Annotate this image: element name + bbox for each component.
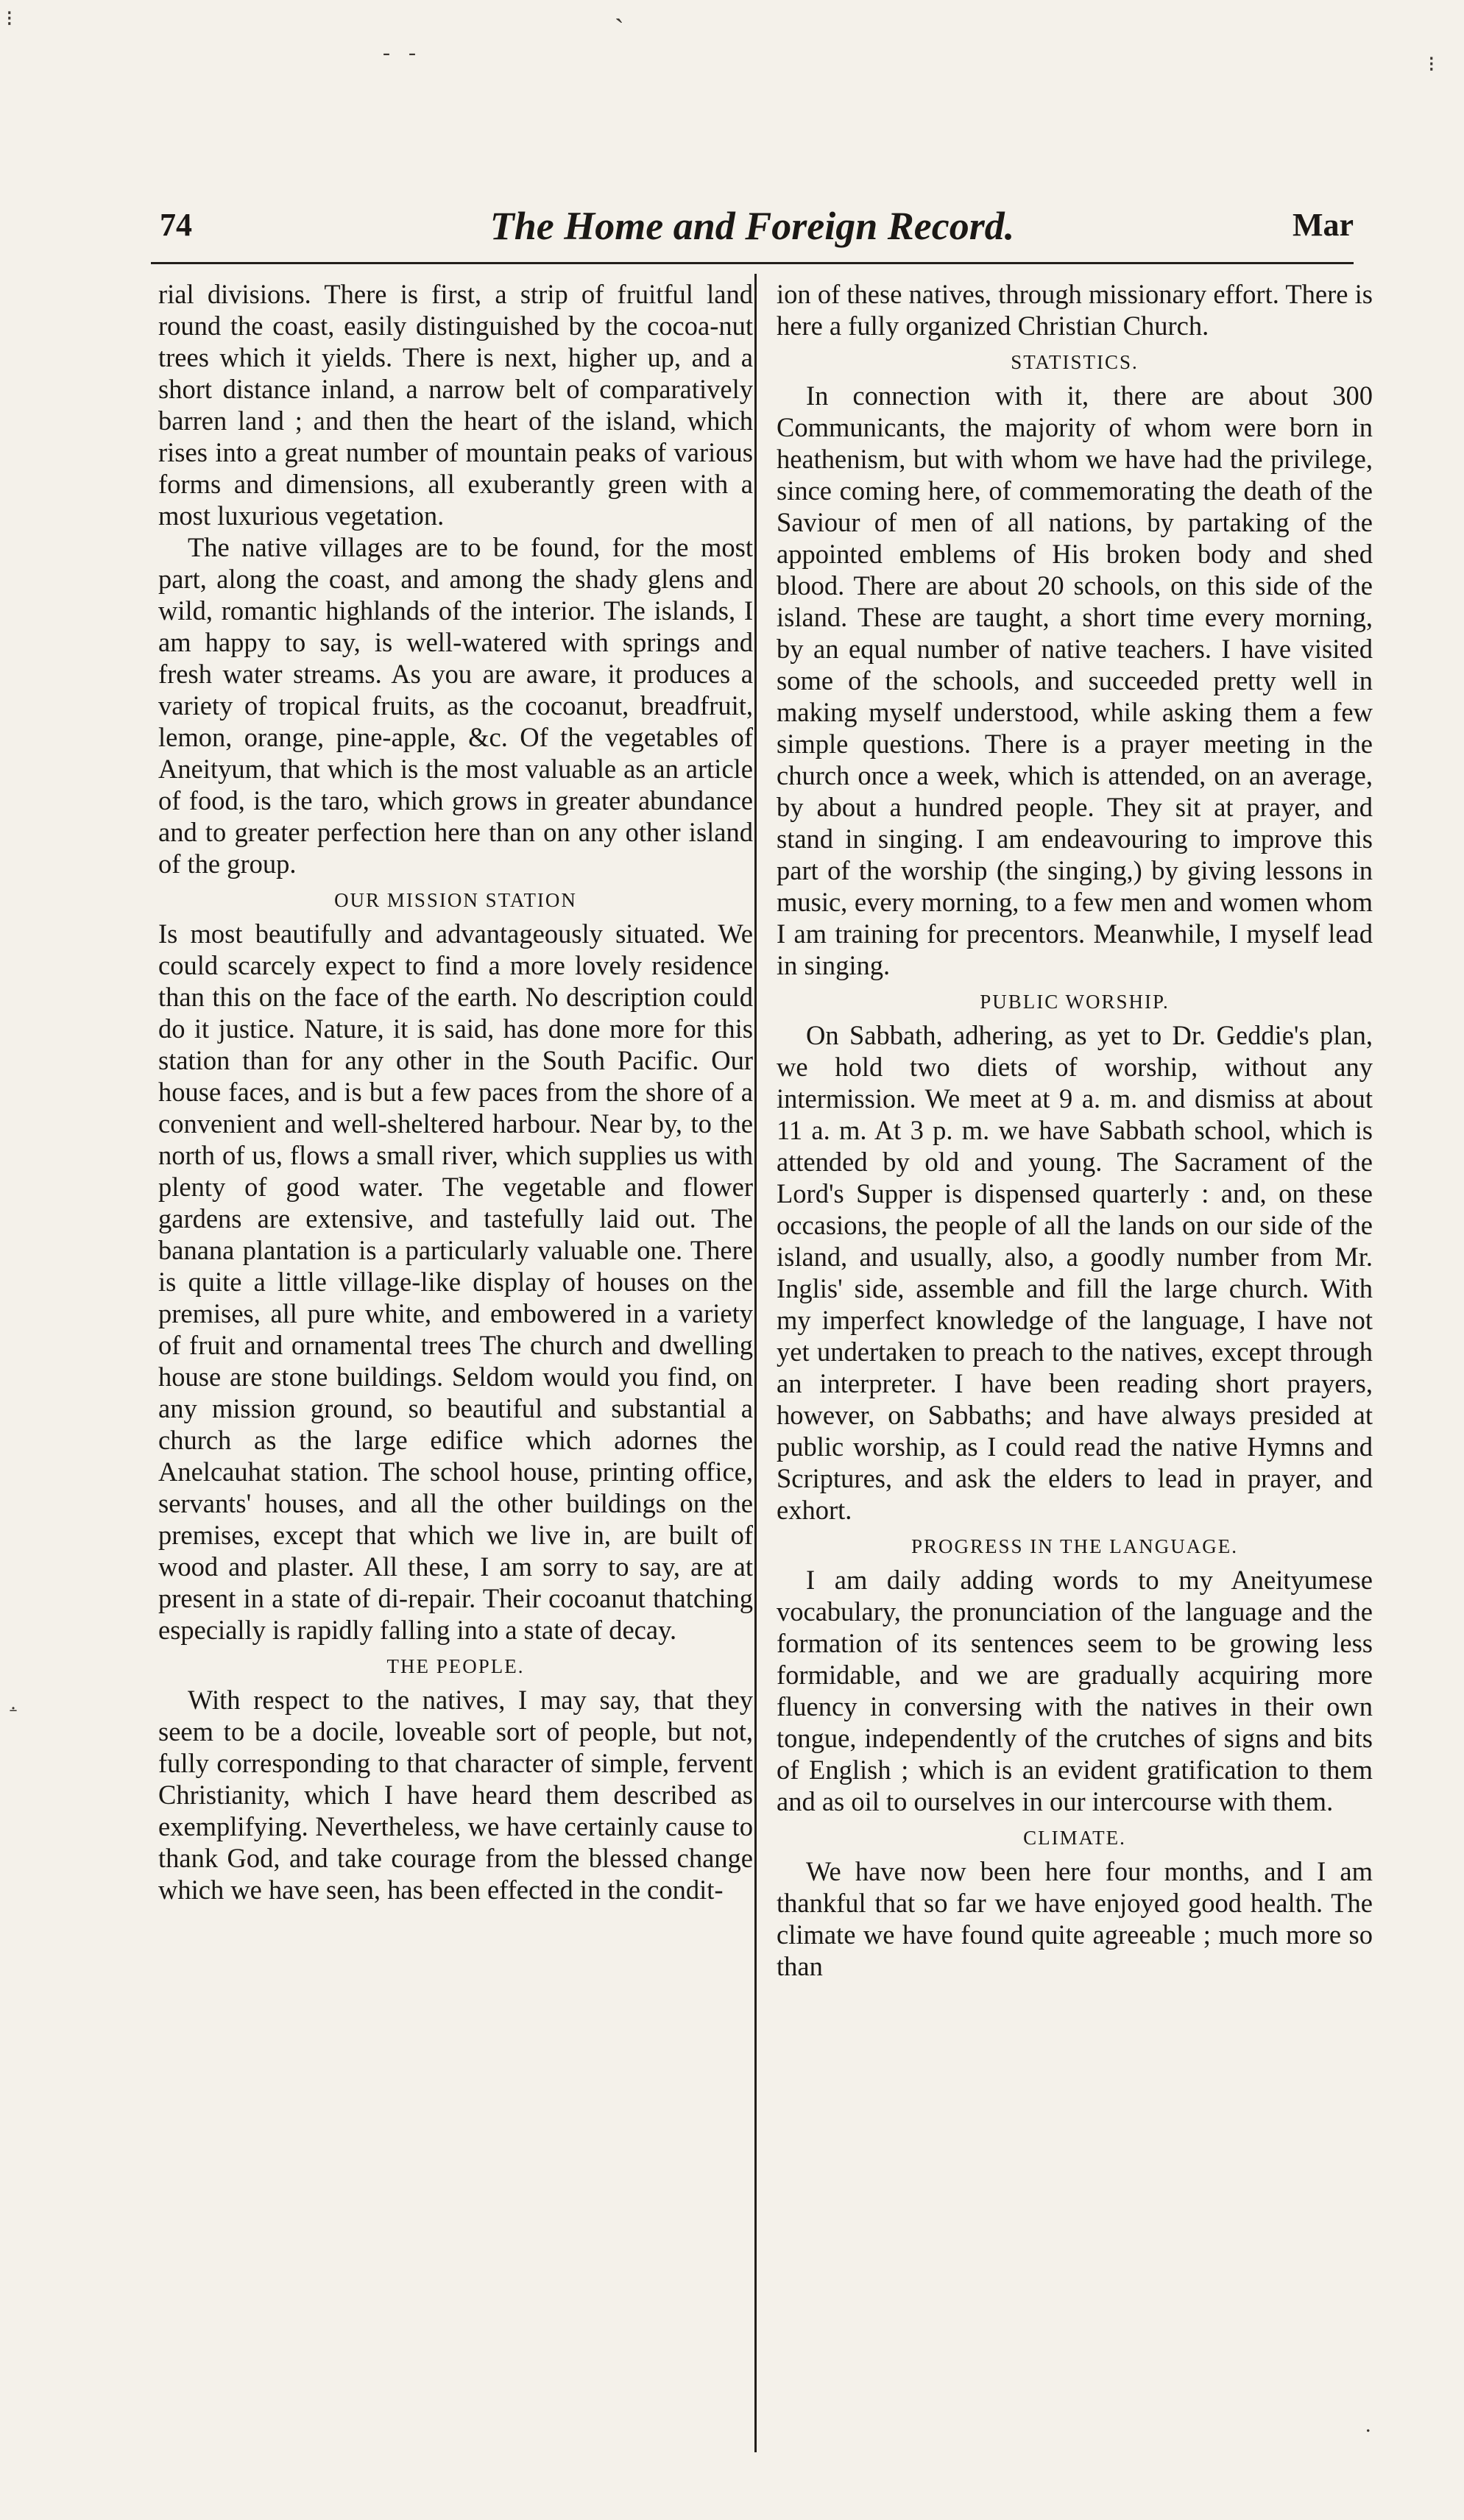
header-month: Mar — [1292, 207, 1354, 243]
right-column — [777, 278, 1373, 1982]
paragraph: ion of these natives, through missionary effort. There is here a fully organized Christian Church. — [777, 279, 1373, 341]
left-column — [158, 278, 753, 1905]
header-rule — [151, 262, 1354, 264]
paragraph: In connection with it, there are about 300 Communicants, the majority of whom were born in heathenism, but with whom we have had the privilege, since coming here, of commemorating the death of the Saviour of men of all nations, by partaking of the appointed emblems of His broken body and shed blood. There are about 20 schools, on this side of the island. These are taught, a short time every morning, by an equal number of native teachers. I have visited some of the schools, and succeeded pretty well in making myself understood, while asking them a few simple questions. There is a prayer meeting in the church once a week, which is attended, on an average, by about a hundred people. They sit at prayer, and stand in singing. I am endeavouring to improve this part of the worship (the singing,) by giving lessons in music, every morning, to a few men and women whom I am training for precentors. Meanwhile, I myself lead in singing. — [777, 381, 1373, 980]
column-divider — [754, 274, 757, 2452]
section-heading: PROGRESS IN THE LANGUAGE. — [910, 1535, 1239, 1557]
margin-mark: . — [1365, 2413, 1371, 2437]
paragraph: Is most beautifully and advantageously situated. We could scarcely expect to find a more lovely residence than this on the face of the earth. No description could do it justice. Nature, it is said, has done more for this station than for any other in the South Pacific. Our house faces, and is but a few paces from the shore of a convenient and well-sheltered harbour. Near by, to the north of us, flows a small river, which supplies us with plenty of good water. The vegetable and flower gardens are extensive, and tastefully laid out. The banana plantation is a particularly valuable one. There is quite a little village-like display of houses on the premises, all pure white, and embowered in a variety of fruit and ornamental trees The church and dwelling house are stone buildings. Seldom would you find, on any mission ground, so beautiful and substantial a church as the large edifice which adornes the Anelcauhat station. The school house, printing office, servants' houses, and all the other buildings on the premises, except that which we live in, are built of wood and plaster. All these, I am sorry to say, are at present in a state of di-repair. Their cocoanut thatching especially is rapidly falling into a state of decay. — [158, 919, 753, 1645]
margin-mark: ⁝ — [1428, 52, 1435, 77]
section-heading: STATISTICS. — [1011, 351, 1139, 373]
margin-mark: - — [383, 40, 390, 65]
section-heading: PUBLIC WORSHIP. — [980, 991, 1170, 1013]
journal-title: The Home and Foreign Record. — [489, 204, 1015, 248]
section-heading: CLIMATE. — [1023, 1827, 1126, 1849]
section-heading: THE PEOPLE. — [386, 1655, 525, 1677]
page-number: 74 — [160, 207, 192, 243]
paragraph: I am daily adding words to my Aneityumese vocabulary, the pronunciation of the language and the formation of its sentences seem to be growing less formidable, and we are gradually acquiring more fluency in conversing with the natives in their own tongue, independently of the crutches of signs and bits of English ; which is an evident gratification to them and as oil to ourselves in our intercourse with them. — [777, 1565, 1373, 1816]
margin-mark: ⁝ — [6, 7, 13, 31]
margin-mark: - — [409, 40, 416, 65]
paragraph: With respect to the natives, I may say, that they seem to be a docile, loveable sort of people, but not, fully corresponding to that character of simple, fervent Christianity, which I have heard them described as exemplifying. Nevertheless, we have certainly cause to thank God, and take courage from the blessed change which we have seen, has been effected in the condit- — [158, 1685, 753, 1905]
paragraph: We have now been here four months, and I am thankful that so far we have enjoyed good health. The climate we have found quite agreeable ; much more so than — [777, 1856, 1373, 1981]
paragraph: On Sabbath, adhering, as yet to Dr. Geddie's plan, we hold two diets of worship, without any intermission. We meet at 9 a. m. and dismiss at about 11 a. m. At 3 p. m. we have Sabbath school, which is attended by old and young. The Sacrament of the Lord's Supper is dispensed quarterly : and, on these occasions, the people of all the lands on our side of the island, and usually, also, a goodly number from Mr. Inglis' side, assemble and fill the large church. With my imperfect knowledge of the language, I have not yet undertaken to preach to the natives, except through an interpreter. I have been reading short prayers, however, on Sabbaths; and have always presided at public worship, as I could read the native Hymns and Scriptures, and ask the elders to lead in prayer, and exhort. — [777, 1020, 1373, 1525]
running-header — [151, 206, 1354, 253]
paragraph: rial divisions. There is first, a strip of fruitful land round the coast, easily distinguished by the cocoa-nut trees which it yields. There is next, higher up, and a short distance inland, a narrow belt of comparatively barren land ; and then the heart of the island, which rises into a great number of mountain peaks of various forms and dimensions, all exuberantly green with a most luxurious vegetation. — [158, 279, 753, 531]
margin-mark: ˋ — [615, 14, 624, 45]
paragraph: The native villages are to be found, for the most part, along the coast, and among the shady glens and wild, romantic highlands of the interior. The islands, I am happy to say, is well-watered with springs and fresh water streams. As you are aware, it produces a variety of tropical fruits, as the cocoanut, breadfruit, lemon, orange, pine-apple, &c. Of the vegetables of Aneityum, that which is the most valuable as an article of food, is the taro, which grows in greater abundance and to greater perfection here than on any other island of the group. — [158, 532, 753, 879]
section-heading: OUR MISSION STATION — [334, 889, 577, 911]
